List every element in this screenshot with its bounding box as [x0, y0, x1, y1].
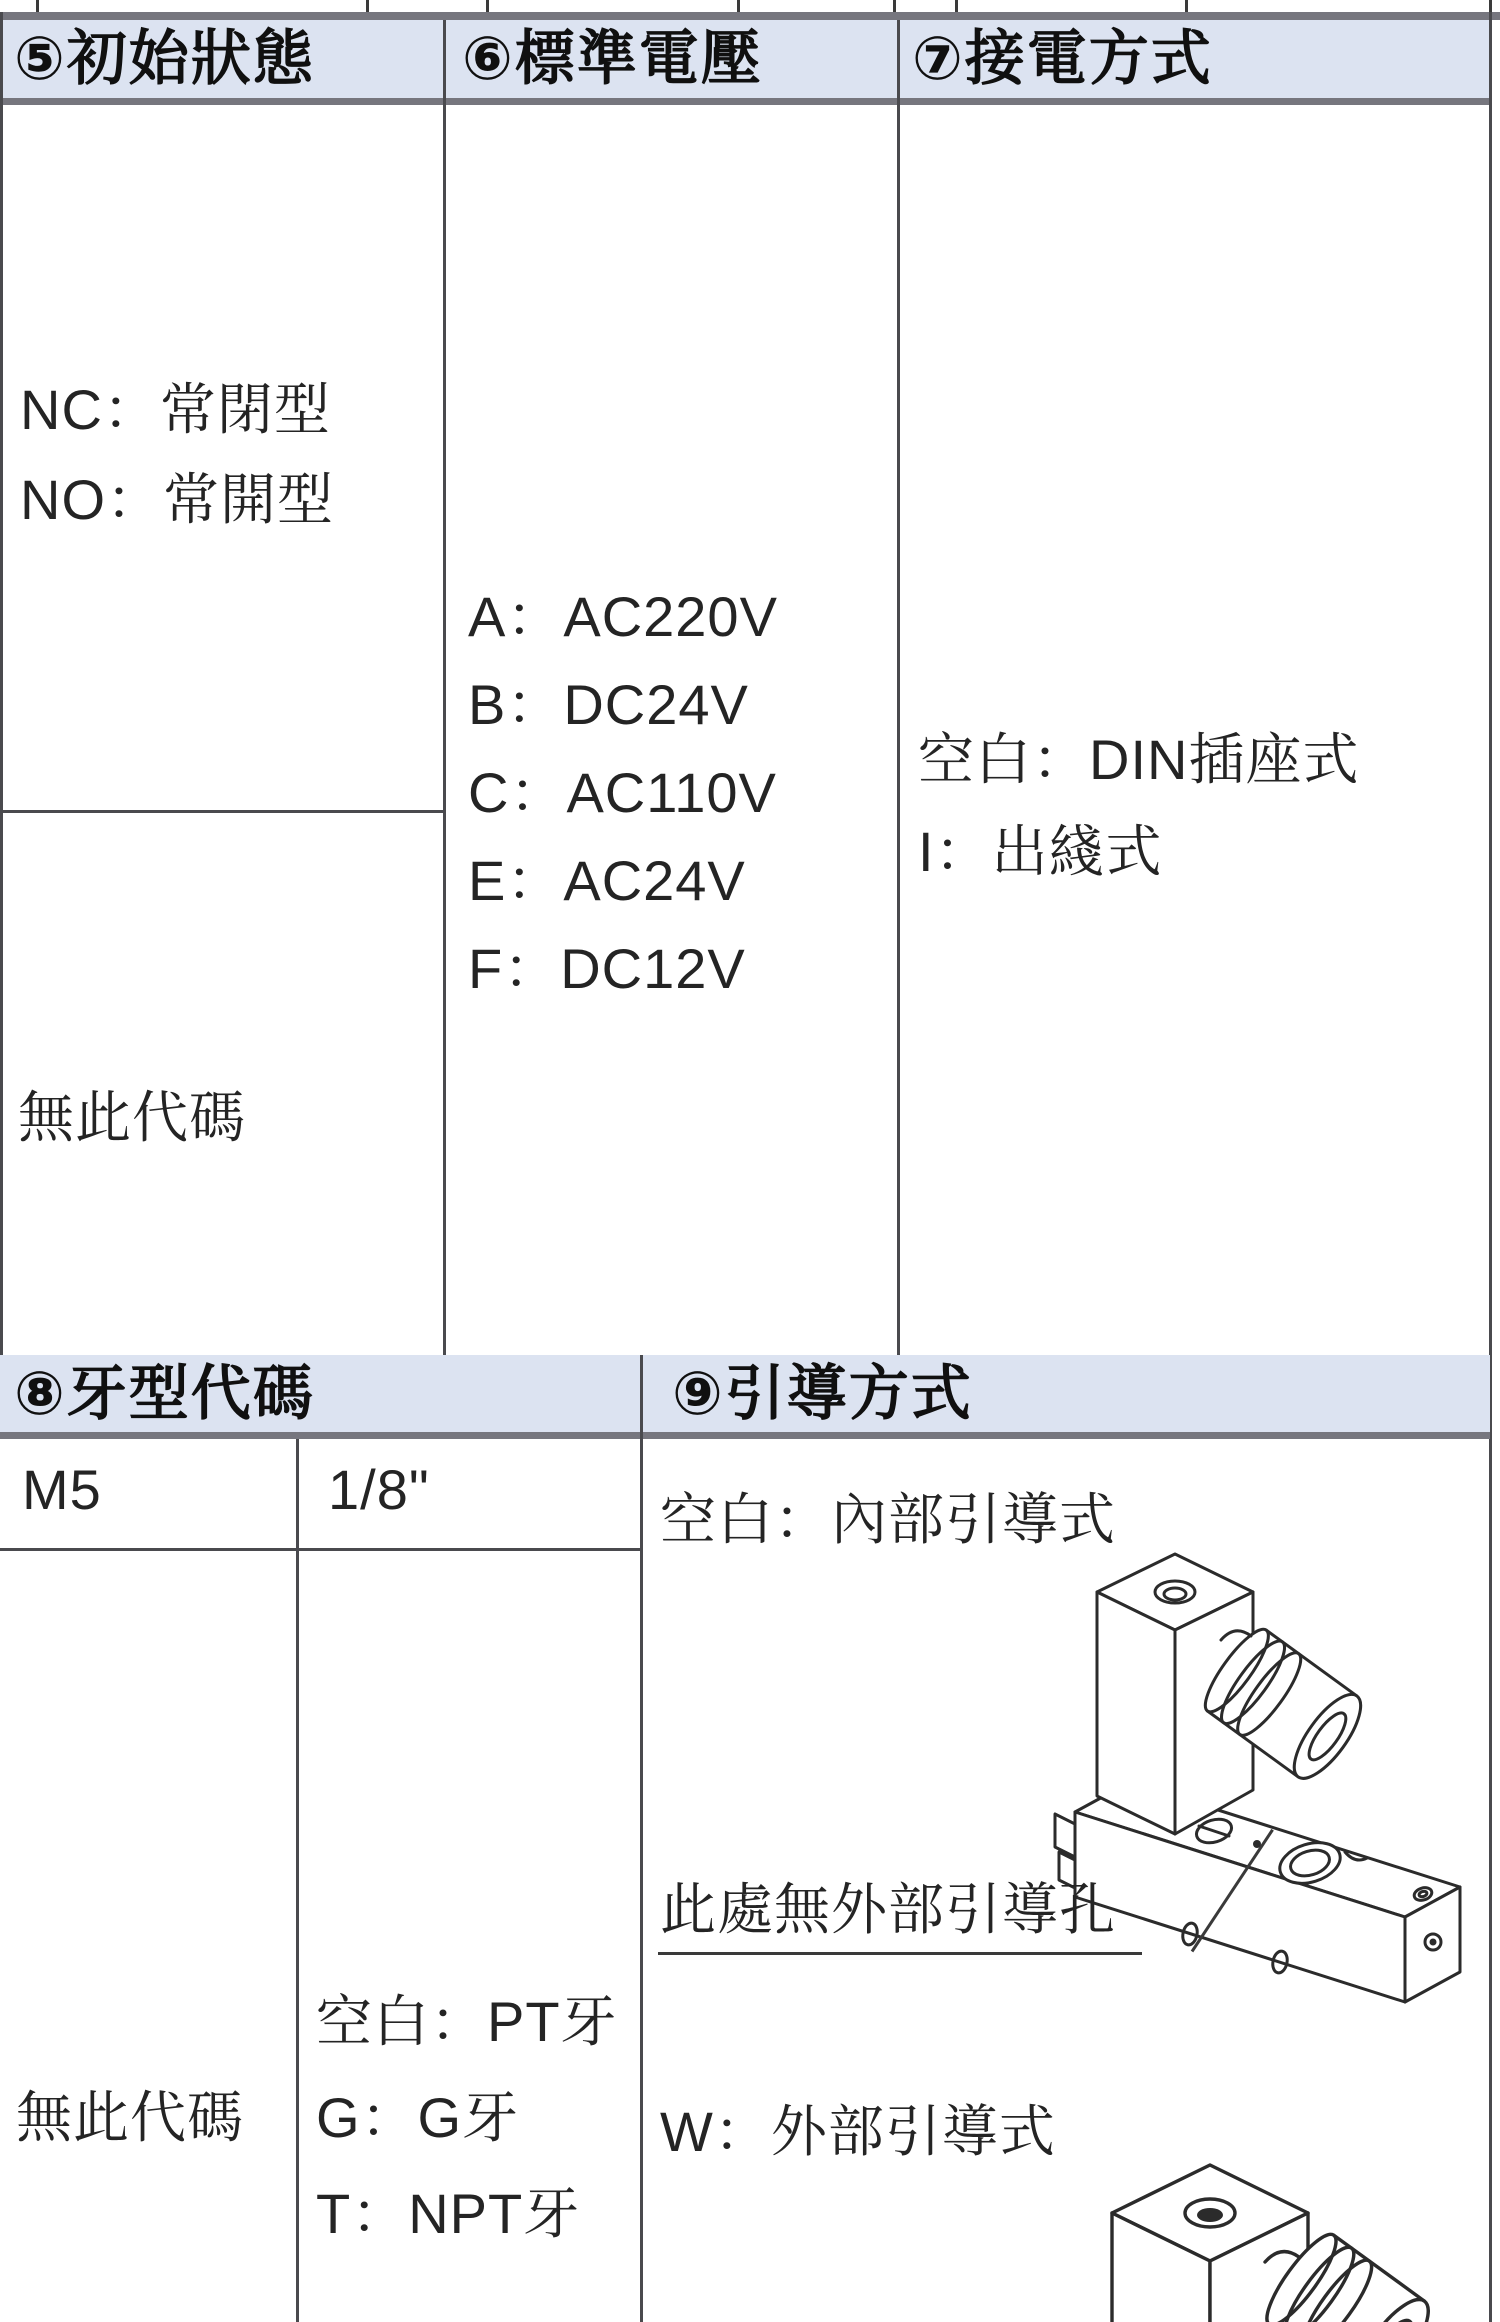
table-left-border [0, 12, 3, 1355]
initial-state-option: NC：常閉型 [20, 378, 331, 441]
column-divider [640, 1355, 643, 2322]
header-band-567-bottom-border [0, 98, 1490, 105]
voltage-option: A：AC220V [468, 585, 778, 648]
header-band-89-bottom-border [0, 1432, 1490, 1439]
header-cell-standard-voltage: ⑥標準電壓 [462, 25, 763, 92]
row-divider [0, 1548, 643, 1551]
thread-size: 1/8" [328, 1458, 430, 1521]
sub-column-divider [296, 1439, 299, 2322]
table-top-border [0, 12, 1500, 20]
header-cell-wiring-type: ⑦接電方式 [912, 25, 1213, 92]
voltage-option: E：AC24V [468, 849, 746, 912]
thread-code-option: G：G牙 [316, 2086, 520, 2149]
wiring-option: 空白：DIN插座式 [918, 728, 1360, 791]
thread-code-option: 空白：PT牙 [316, 1990, 618, 2053]
valve-illustration-external-pilot [1040, 2150, 1460, 2322]
column-divider [897, 20, 900, 1355]
initial-state-note: 無此代碼 [18, 1086, 246, 1149]
initial-state-option: NO：常開型 [20, 468, 334, 531]
thread-note: 無此代碼 [16, 2086, 244, 2149]
voltage-option: C：AC110V [468, 761, 777, 824]
row-divider [0, 810, 446, 813]
pilot-external-label: W：外部引導式 [660, 2100, 1056, 2163]
header-cell-pilot-type: ⑨引導方式 [672, 1360, 973, 1427]
header-cell-thread-code: ⑧牙型代碼 [14, 1360, 315, 1427]
thread-code-option: T：NPT牙 [316, 2182, 581, 2245]
header-cell-initial-state: ⑤初始狀態 [14, 25, 315, 92]
voltage-option: F：DC12V [468, 937, 746, 1000]
thread-size: M5 [22, 1458, 102, 1521]
wiring-option: I：出綫式 [918, 820, 1163, 883]
no-external-pilot-hole-callout: 此處無外部引導孔 [658, 1878, 1142, 1955]
pilot-internal-label: 空白：內部引導式 [660, 1488, 1116, 1551]
column-divider [443, 20, 446, 1355]
voltage-option: B：DC24V [468, 673, 749, 736]
